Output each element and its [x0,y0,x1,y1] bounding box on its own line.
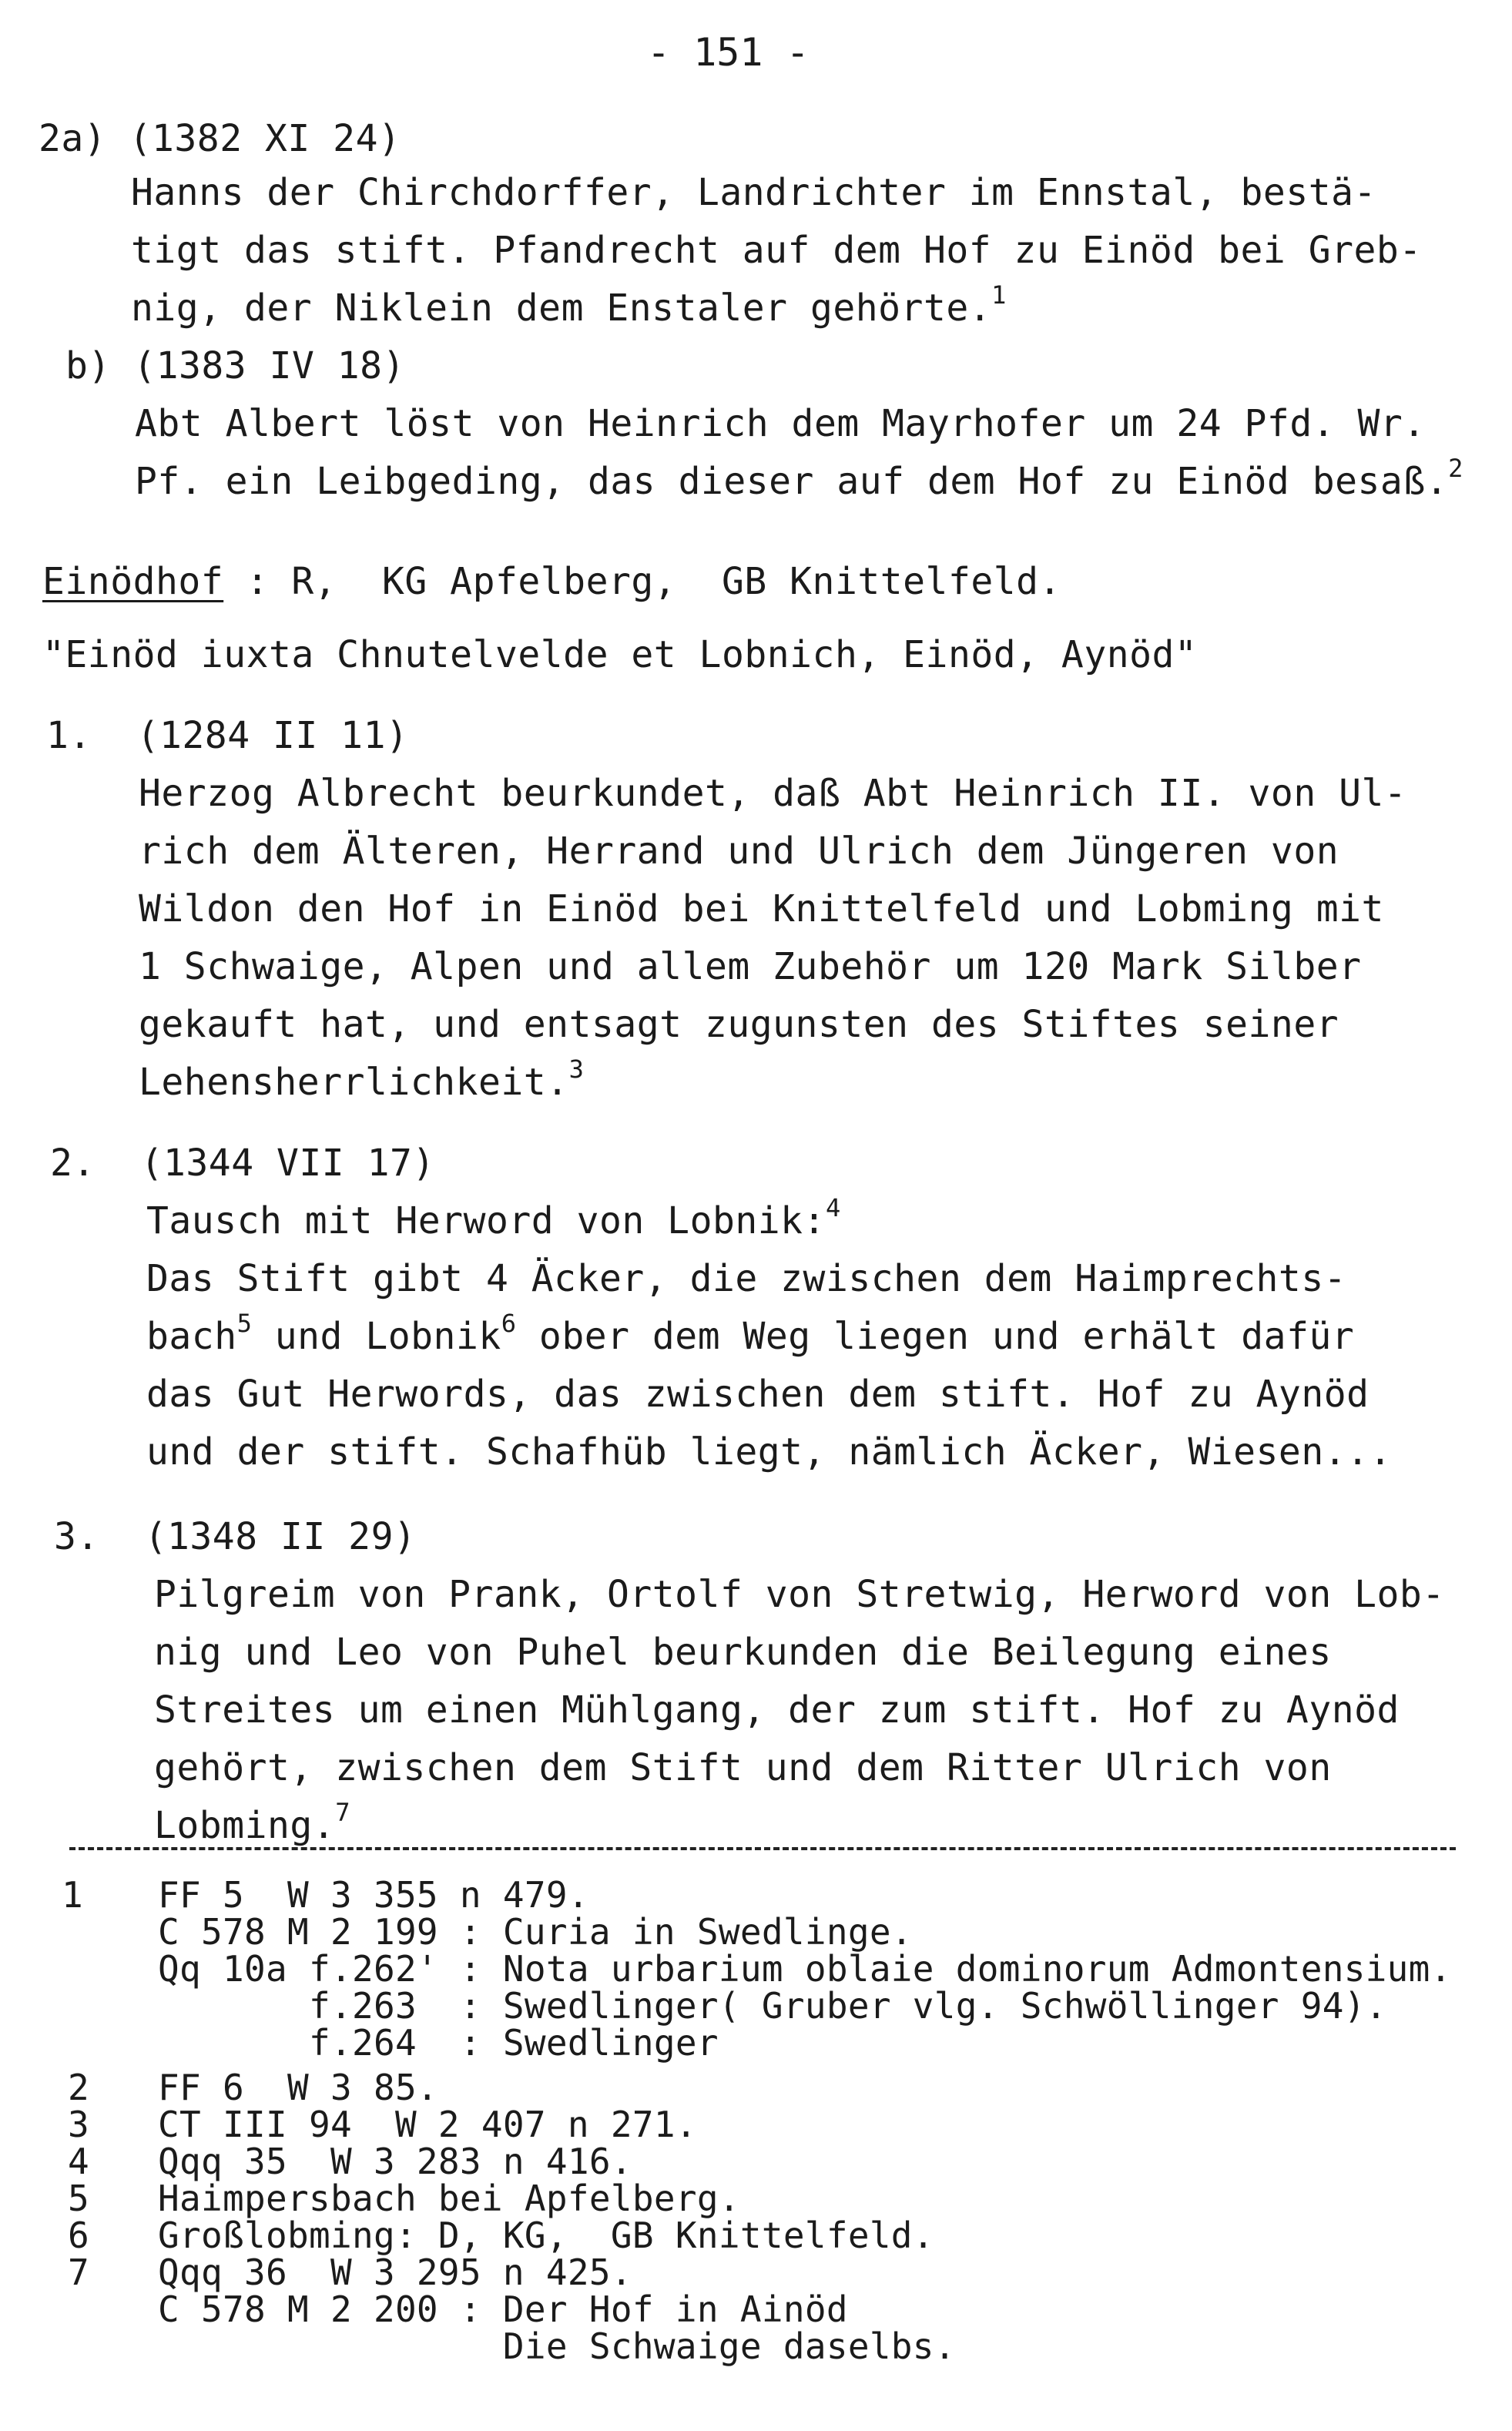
entry-1-line-6-text: Lehensherrlichkeit. [139,1061,569,1104]
footnote-separator [69,1847,1456,1850]
entry-2b-line-2 [135,454,1463,505]
footnote-7-line-1: Qqq 36 W 3 295 n 425. [158,2252,632,2293]
footnote-1-number: 1 [62,1874,83,1916]
footnote-6-line-1: Großlobming: D, KG, GB Knittelfeld. [158,2215,934,2256]
entry-1-line-5: gekauft hat, und entsagt zugunsten des Stiftes seiner [139,1003,1339,1046]
footnote-7-line-2: C 578 M 2 200 : Der Hof in Ainöd [158,2288,848,2330]
entry-2b-line-2-text: Pf. ein Leibgeding, das dieser auf dem Hof zu Einöd besaß. [135,460,1449,503]
footnote-6-number: 6 [68,2215,89,2256]
footnote-3-line-1: CT III 94 W 2 407 n 271. [158,2104,697,2145]
footnote-ref-3: 3 [568,1055,585,1084]
entry-2-line-1 [146,1193,841,1244]
entry-2-line-1-text: Tausch mit Herword von Lobnik: [146,1199,826,1242]
entry-2-line-3-c: ober dem Weg liegen und erhält dafür [516,1315,1355,1358]
entry-2b-line-1: Abt Albert löst von Heinrich dem Mayrhofer um 24 Pfd. Wr. [135,402,1426,445]
footnote-5-line-1: Haimpersbach bei Apfelberg. [158,2178,740,2219]
footnote-4-line-1: Qqq 35 W 3 283 n 416. [158,2141,632,2182]
entry-2a-line-2: tigt das stift. Pfandrecht auf dem Hof zu Einöd bei Greb- [131,229,1422,272]
hof-historical-names: "Einöd iuxta Chnutelvelde et Lobnich, Einöd, Aynöd" [42,633,1198,676]
footnote-5-number: 5 [68,2178,89,2219]
page-number: - 151 - [647,30,810,75]
entry-3-line-3: Streites um einen Mühlgang, der zum stift. Hof zu Aynöd [154,1688,1400,1732]
entry-3-line-4: gehört, zwischen dem Stift und dem Ritter Ulrich von [154,1746,1332,1789]
entry-1-line-3: Wildon den Hof in Einöd bei Knittelfeld und Lobming mit [139,887,1384,930]
footnote-7-number: 7 [68,2252,89,2293]
entry-2a-line-3-text: nig, der Niklein dem Enstaler gehörte. [131,287,992,330]
footnote-ref-7: 7 [335,1798,350,1827]
entry-2-line-5: und der stift. Schafhüb liegt, nämlich Äcker, Wiesen... [146,1430,1392,1474]
hof-location: : R, KG Apfelberg, GB Knittelfeld. [223,560,1061,603]
hof-heading [42,558,1061,605]
footnote-1-line-1: FF 5 W 3 355 n 479. [158,1874,589,1916]
entry-2b-label: b) (1383 IV 18) [65,344,405,387]
entry-3-line-1: Pilgreim von Prank, Ortolf von Stretwig, Herword von Lob- [154,1573,1445,1616]
entry-3-line-5-text: Lobming. [154,1804,336,1847]
footnote-4-number: 4 [68,2141,89,2182]
entry-3-line-5 [154,1798,350,1849]
footnote-ref-6: 6 [501,1309,517,1338]
footnote-2-line-1: FF 6 W 3 85. [158,2067,438,2108]
footnote-ref-2: 2 [1448,454,1463,483]
entry-1-line-2: rich dem Älteren, Herrand und Ulrich dem Jüngeren von [139,830,1339,873]
footnote-ref-1: 1 [991,280,1007,310]
footnote-ref-4: 4 [825,1193,841,1222]
entry-1-label: 1. (1284 II 11) [46,714,409,757]
footnote-7-line-3: Die Schwaige daselbs. [158,2325,956,2367]
entry-2-label: 2. (1344 VII 17) [50,1142,435,1185]
entry-2a-label: 2a) (1382 XI 24) [39,117,401,160]
entry-2-line-2: Das Stift gibt 4 Äcker, die zwischen dem Haimprechts- [146,1257,1347,1300]
entry-3-label: 3. (1348 II 29) [54,1515,417,1558]
entry-2-line-3-b: und Lobnik [252,1315,501,1358]
footnote-1-line-2: C 578 M 2 199 : Curia in Swedlinge. [158,1911,913,1953]
footnote-2-number: 2 [68,2067,89,2108]
entry-2-line-4: das Gut Herwords, das zwischen dem stift. Hof zu Aynöd [146,1373,1370,1416]
footnote-1-line-5: f.264 : Swedlinger [158,2022,719,2064]
footnote-3-number: 3 [68,2104,89,2145]
footnote-1-line-4: f.263 : Swedlinger( Gruber vlg. Schwöllinger 94). [158,1985,1387,2027]
footnote-1-line-3: Qq 10a f.262' : Nota urbarium oblaie dominorum Admontensium. [158,1948,1452,1990]
entry-2a-line-1: Hanns der Chirchdorffer, Landrichter im Ennstal, bestä- [131,171,1376,214]
hof-name: Einödhof [42,560,224,603]
entry-1-line-6 [139,1055,585,1105]
entry-1-line-4: 1 Schwaige, Alpen und allem Zubehör um 120 Mark Silber [139,945,1362,988]
entry-2-line-3 [146,1309,1355,1360]
footnote-ref-5: 5 [236,1309,253,1338]
entry-2-line-3-a: bach [146,1315,237,1358]
entry-3-line-2: nig und Leo von Puhel beurkunden die Beilegung eines [154,1631,1332,1674]
entry-2a-line-3 [131,280,1007,331]
entry-1-line-1: Herzog Albrecht beurkundet, daß Abt Heinrich II. von Ul- [139,772,1407,815]
